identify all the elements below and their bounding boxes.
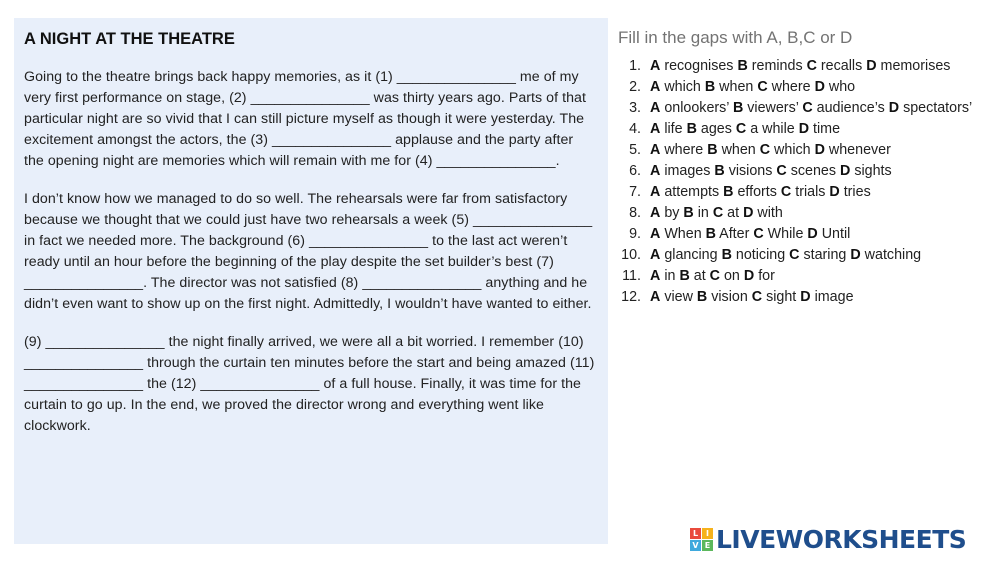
option-letter: C — [802, 100, 813, 116]
option-word: sights — [854, 163, 892, 179]
option-letter: B — [723, 184, 734, 200]
option-word: whenever — [828, 142, 891, 158]
option-row — [617, 161, 997, 182]
question-number: 8. — [629, 205, 641, 221]
question-number: 3. — [629, 100, 641, 116]
option-letter: B — [683, 205, 694, 221]
option-letter: A — [650, 121, 661, 137]
option-letter: A — [650, 58, 661, 74]
liveworksheets-logo — [690, 524, 966, 554]
option-row — [617, 287, 997, 308]
exercise-instruction: Fill in the gaps with A, B,C or D — [618, 28, 853, 47]
option-letter: A — [650, 79, 661, 95]
option-word: After — [719, 226, 750, 242]
logo-badge-letter: V — [690, 540, 701, 551]
option-word: efforts — [737, 184, 777, 200]
option-letter: A — [650, 205, 661, 221]
option-word: onlookers’ — [664, 100, 729, 116]
option-letter: C — [776, 163, 787, 179]
passage-title: A NIGHT AT THE THEATRE — [24, 30, 235, 48]
option-word: While — [767, 226, 804, 242]
option-word: at — [693, 268, 706, 284]
option-word: time — [813, 121, 841, 137]
option-choices — [650, 203, 783, 224]
option-letter: D — [866, 58, 877, 74]
option-letter: C — [789, 247, 800, 263]
option-word: tries — [843, 184, 871, 200]
option-choices — [650, 287, 854, 308]
option-choices — [650, 245, 921, 266]
question-number: 10. — [621, 247, 641, 263]
option-letter: C — [735, 121, 747, 137]
option-word: images — [664, 163, 711, 179]
question-number: 1. — [629, 58, 641, 74]
option-row — [617, 119, 997, 140]
option-word: vision — [711, 289, 748, 305]
option-word: visions — [728, 163, 773, 179]
option-letter: D — [814, 79, 825, 95]
option-word: sight — [766, 289, 797, 305]
option-letter: D — [840, 163, 851, 179]
logo-badge-letter: E — [702, 540, 713, 551]
option-letter: B — [679, 268, 690, 284]
option-word: image — [814, 289, 854, 305]
option-letter: C — [712, 205, 724, 221]
logo-text: LIVEWORKSHEETS — [716, 524, 967, 554]
option-letter: D — [850, 247, 861, 263]
option-letter: D — [814, 142, 825, 158]
passage-paragraph-2: I don’t know how we managed to do so well. The rehearsals were far from satisfactory because we thought that we could just have two rehearsals a week (5) _______________ in fact we needed more. The background (6) _______________ to the last act weren’t ready until an hour before the beginning of the play despite the set builder’s best (7) _______________. The director was not satisfied (8) _______________ anything and he didn’t even want to show up on the first night. Admittedly, I wouldn’t have wanted to either. — [24, 191, 593, 312]
question-number: 11. — [622, 268, 641, 284]
option-letter: C — [759, 142, 771, 158]
option-letter: A — [650, 184, 661, 200]
option-choices — [650, 56, 950, 77]
option-row — [617, 266, 997, 287]
option-choices — [650, 161, 892, 182]
option-word: view — [664, 289, 693, 305]
option-row — [617, 140, 997, 161]
option-letter: B — [705, 226, 716, 242]
option-letter: D — [800, 289, 811, 305]
question-number: 7. — [629, 184, 641, 200]
passage-paragraph-1: Going to the theatre brings back happy memories, as it (1) _______________ me of my very first performance on stage, (2) _______________ was thirty years ago. Parts of that particular night are so vivid that I can still picture myself as though it were yesterday. The excitement amongst the actors, the (3) _______________ applause and the party after the opening night are memories which will remain with me for (4) _______________. — [24, 69, 586, 169]
option-word: attempts — [664, 184, 720, 200]
option-word: memorises — [880, 58, 951, 74]
option-letter: A — [650, 289, 661, 305]
option-choices — [650, 77, 855, 98]
logo-badge-letter: I — [702, 528, 713, 539]
option-word: with — [757, 205, 783, 221]
question-number: 9. — [629, 226, 641, 242]
option-letter: B — [707, 142, 718, 158]
question-number: 2. — [629, 79, 641, 95]
option-letter: B — [732, 100, 744, 116]
option-letter: A — [650, 268, 661, 284]
option-letter: C — [751, 289, 763, 305]
option-word: When — [664, 226, 702, 242]
option-letter: B — [686, 121, 697, 137]
passage-paragraph-3: (9) _______________ the night finally arrived, we were all a bit worried. I remember (10) _______________ through the curtain ten minutes before the start and being amazed (11) _______________ the (12) _______________ of a full house. Finally, it was time for the curtain to go up. In the end, we proved the director wrong and everything went like clockwork. — [24, 334, 595, 434]
option-letter: C — [753, 226, 764, 242]
option-word: a while — [750, 121, 795, 137]
option-letter: A — [650, 100, 661, 116]
option-word: staring — [803, 247, 847, 263]
option-row — [617, 98, 997, 119]
option-list — [617, 56, 997, 308]
option-choices — [650, 224, 850, 245]
option-letter: C — [780, 184, 792, 200]
option-word: on — [723, 268, 740, 284]
option-letter: D — [829, 184, 840, 200]
option-letter: B — [704, 79, 716, 95]
question-number: 5. — [629, 142, 641, 158]
option-letter: D — [888, 100, 900, 116]
option-letter: A — [650, 247, 661, 263]
option-word: watching — [864, 247, 922, 263]
option-letter: D — [743, 205, 754, 221]
option-word: ages — [700, 121, 732, 137]
option-choices — [650, 140, 891, 161]
option-word: who — [828, 79, 856, 95]
option-word: recognises — [664, 58, 734, 74]
option-row — [617, 77, 997, 98]
question-number: 12. — [621, 289, 641, 305]
option-word: which — [664, 79, 701, 95]
option-row — [617, 203, 997, 224]
question-number: 6. — [629, 163, 641, 179]
option-word: noticing — [735, 247, 786, 263]
option-word: glancing — [664, 247, 718, 263]
option-choices — [650, 119, 840, 140]
option-word: Until — [821, 226, 851, 242]
option-row — [617, 224, 997, 245]
question-number: 4. — [629, 121, 641, 137]
option-letter: C — [757, 79, 768, 95]
option-word: at — [727, 205, 740, 221]
option-word: viewers’ — [747, 100, 799, 116]
option-letter: B — [696, 289, 708, 305]
logo-badge-icon — [690, 528, 713, 551]
option-word: trials — [795, 184, 826, 200]
option-row — [617, 182, 997, 203]
option-choices — [650, 98, 972, 119]
option-word: which — [774, 142, 811, 158]
option-word: where — [664, 142, 704, 158]
option-choices — [650, 182, 871, 203]
option-word: where — [771, 79, 811, 95]
option-word: reminds — [751, 58, 803, 74]
option-word: for — [758, 268, 775, 284]
option-word: in — [697, 205, 709, 221]
option-letter: D — [743, 268, 755, 284]
exercise-panel — [617, 26, 997, 308]
option-letter: A — [650, 142, 661, 158]
option-word: by — [664, 205, 680, 221]
option-letter: C — [806, 58, 817, 74]
option-word: in — [664, 268, 676, 284]
option-word: audience’s — [816, 100, 885, 116]
option-choices — [650, 266, 775, 287]
option-letter: B — [721, 247, 732, 263]
option-letter: A — [650, 226, 661, 242]
logo-badge-letter: L — [690, 528, 701, 539]
option-word: life — [664, 121, 683, 137]
option-letter: B — [737, 58, 748, 74]
option-letter: D — [807, 226, 818, 242]
option-word: spectators’ — [903, 100, 973, 116]
option-letter: A — [650, 163, 661, 179]
option-letter: B — [714, 163, 725, 179]
option-row — [617, 245, 997, 266]
reading-passage-panel — [14, 18, 608, 544]
option-letter: C — [709, 268, 720, 284]
option-word: recalls — [820, 58, 863, 74]
option-row — [617, 56, 997, 77]
option-word: when — [719, 79, 754, 95]
option-letter: D — [798, 121, 810, 137]
option-word: scenes — [790, 163, 837, 179]
option-word: when — [721, 142, 756, 158]
